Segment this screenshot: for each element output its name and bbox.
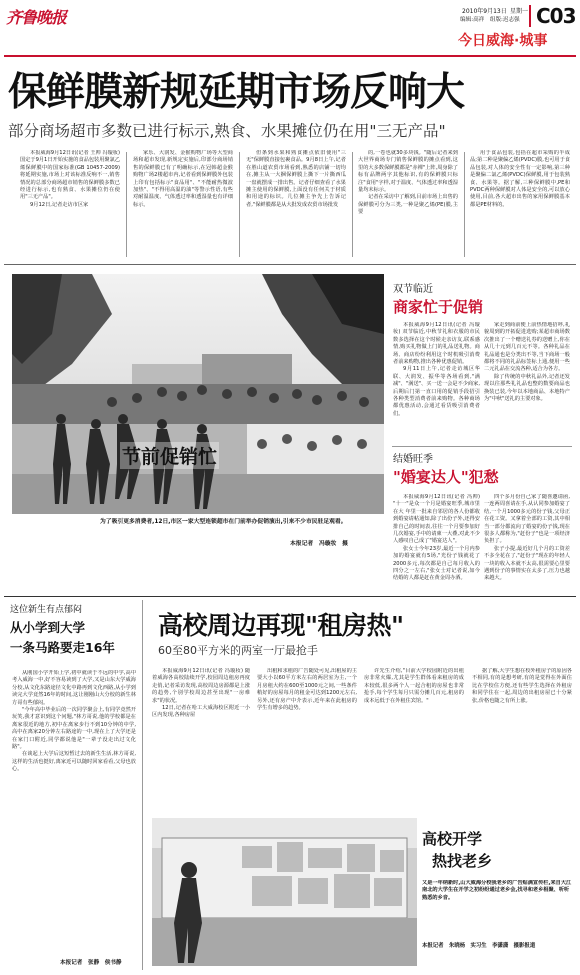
- issue-weekday: 星期一: [510, 8, 529, 15]
- story1-col1-text-b: 9月12日,记者走访市区家: [30, 201, 89, 208]
- main-photo: [12, 274, 384, 514]
- story5-col4: [472, 668, 572, 808]
- story3-col2-text: 四个多月份自己家了随喜邀请函,一连两周喜请在手,从认同参加婚宴了结,一个月1000多元的份子钱,父母正在花工资。又拿着全部的工资,其中相当一部分都流向了婚宴的份子钱,现在很多人都称为,"赶份子"也是一项经济负担了。: [484, 494, 570, 545]
- campus-photo: [152, 818, 417, 966]
- story2-col1-text: 本报威海9月12日讯(记者 冯璇妆) 双节临近,中秋节礼和衣服的市民数多选择在这个时候走亲访友,联系感情,购买礼物做上门的礼品送礼物。商场、商店纷纷利用这个时机吸引消费者前来购物,推出各种优惠促销。: [393, 322, 480, 366]
- story3-col2-text-b: 张子小提,最近好几个月的工资差不多全花在了,"赶份子"现在的年轻人一块的收入本就不太高,很需要心里要遇到份子的事情实在太多了,压力也越来越大。: [484, 545, 570, 582]
- story2-kicker: 双节临近: [393, 284, 433, 295]
- promotion-performance-image: [12, 274, 384, 514]
- rule: [4, 264, 576, 265]
- story5-col3: [364, 668, 464, 808]
- rule: [392, 446, 572, 447]
- photo-headline: 节前促销忙: [120, 442, 219, 469]
- story1-col2: [133, 150, 233, 260]
- story2-col2-text-b: 除了传统的中秋礼品外,记者还发现以往那些礼礼品也整的数要商品也换装已装,今年以本地商品、本地特产为"中秋"送礼的主要对象。: [484, 373, 570, 403]
- page-editors: 编辑:高祥 组版:迟志强: [460, 17, 520, 23]
- story4-body-text-2: "今年高中毕业后的一次同学聚会上,有同学竟然开玩笑,我才意识到这个问题,"林方哥说,他的学校都是在离家很近的地方,初中在离家步行不到10分钟的中学,高中在离家20分钟左右路途的一中,现在上了大学还是在家门口附近,同学都说他是"一辈子没走出过文化路"。: [12, 707, 136, 751]
- story1-subhead: 部分商场超市多数已进行标示,熟食、水果摊位仍在用"三无产品": [8, 122, 446, 140]
- story1-headline: 保鲜膜新规延期市场反响大: [8, 70, 465, 115]
- section-title: 今日威海·城事: [458, 33, 548, 49]
- story3-headline: "婚宴达人"犯愁: [393, 468, 499, 486]
- issue-date: 2010年9月13日: [462, 8, 507, 15]
- story1-col5-text: 用于食品包装,包括在超市采购的半成品;第二种是聚偏乙烯(PVDC)膜,也可用于食品包装,对人体的安全性有一定影响,第三种是聚偏二氯乙烯(PVDC)保鲜膜,用于包装熟食、水果等。据了解,三种保鲜膜中,PE和PVDC两种保鲜膜对人体是安全的,可以放心使用,目前,各大超市出售的家用保鲜膜基本都是PE材料的。: [470, 150, 570, 208]
- story1-col4-text-b: 记者在采访中了解到,目前市场上出售的保鲜膜可分为三类,一种是聚乙烯(PE)膜,主要: [358, 194, 458, 216]
- story5-col3-text: 许先生介绍,"目前大学校园附近的出租房非常火爆,尤其是学生群体看来租房的成本较低,很多两个人一起合租的房屋也非常抢手,每个学生每月只需分摊几百元,租房的成本远低于在外租住宾馆。": [364, 668, 464, 704]
- story1-col2-text: 家乐、大润发、金猴购物广场等大型商场和超市发现,新规定实施后,印部分商场销售的保鲜膜已有了明确标示,在冠韩超金猴购物广场2楼超市内,记者看到保鲜膜外包装上印有包括标示"食品用"、"不能耐热微波加热"、"不得用高温的油"等警示性语,有些对耐温温度、气体透过率和透湿量也有详细标示。: [133, 150, 233, 208]
- story3-col1-text-b: 张女士今年23岁,最近一个月内参加的婚宴就有5场,"光份子钱就花了2000多元,每次都是自己每月收入的四分之一左右,"张女士对记者说,如今结婚的人都是赶在黄金周办酒。: [393, 545, 480, 582]
- story5-col4-text: 据了解,大学生想在校外租房子的原因各不相同,有的是想考研,有的是觉得在外面住比在学校住方便,还有些学生选择在外租房和同学住在一起,周边的出租房屋已十分紧张,价格也随之有所上涨。: [472, 668, 572, 704]
- col-rule: [464, 152, 465, 257]
- story5-col2: [257, 668, 357, 808]
- story2-col1: [393, 322, 480, 442]
- story4-body-text: 从刚国小学开始上学,初中就读于不远的中学,高中考入威海一中,好不容易读到了大学,又是山东大学威海分校,从文化东路途径文化中路再到文化西路,从小学到读完大学竟然16年的时间,这让刚刚山大分校的新生林方哥有些郁闷。: [12, 670, 136, 706]
- small-photo-headline-2: 热找老乡: [432, 852, 493, 870]
- story5-subhead: 60至80平方米的两室一厅最抢手: [158, 644, 318, 657]
- small-photo-headline-1: 高校开学: [422, 830, 483, 848]
- story1-col1: [20, 150, 120, 260]
- story5-col2-text: 出租和求租的广告随处可见,出租屋的主要大小以60平方米左右的两居室为主,一个月房租大约在600至1000元之间,一些条件稍好的房屋每月的租金可达到1200元左右,另外,还有房产中介表示,近年来在此租房的学生有增多的趋势。: [257, 668, 357, 712]
- story2-col2-text: 家走到商前便上前热情地招呼,礼貌周到的开拓促进选购;某超市商场数次推出了一个赠送礼券的送赠上,你在从几十元到几百元不等。各种礼品在礼品通也是分类出不等,当下商场一般都将不同的礼品标签标上通,便用一些二元礼品在交流各种,适合为各方。: [484, 322, 570, 373]
- col-rule: [352, 152, 353, 257]
- story5-col1: [152, 668, 250, 808]
- story1-col1-text: 本报威海9月12日讯(记者 王帅 冯璇妆) 国定于9月1日开始实施的食品包装用聚氯乙烯保鲜膜中的国家标准(GB 10457-2009)将延期实施,市场上对该标准反响不一,销售情况的总部分商场超市销售的保鲜膜多数已经进行标示,也有熟食、水果摊位仍在使用"三无产品"。: [20, 150, 120, 201]
- story3-col1-text: 本报威海9月12日讯(记者 冯帅) "十一"是众一个月是婚宴旺季,城市里在大 年里一批来自邻居的各人份都收到婚宴请帖通知,除了出份子外,还得安排自己的时间表,往往一个月要参加好几次婚宴,手中的请柬一大叠,对此不少人感叹自己成了"婚宴达人"。: [393, 494, 480, 545]
- col-rule: [126, 152, 127, 257]
- story5-col1-text: 本报威海9月12日讯(记者 冯璇妆) 随着威海各高校陆续开学,校园周边租房再度走俏,记者采访发现,高校周边房源都是上涨的趋势,个别学校周边甚至出现"一房难求"的状况。: [152, 668, 250, 704]
- col-rule: [239, 152, 240, 257]
- story4-kicker: 这位新生有点郁闷: [10, 605, 83, 615]
- story4-body: [12, 670, 136, 955]
- story1-col5: [470, 150, 570, 260]
- divider: [529, 5, 531, 27]
- story3-kicker: 结婚旺季: [393, 454, 433, 465]
- story3-col1: [393, 494, 480, 592]
- bulletin-board-image: [152, 818, 417, 966]
- page-number: C03: [536, 4, 576, 28]
- story4-headline: 从小学到大学 一条马路要走16年: [10, 620, 115, 655]
- story5-headline: 高校周边再现"租房热": [158, 611, 404, 640]
- story2-col2: [484, 322, 570, 442]
- story4-body-text-3: 在谈起上大学后这短暂过去的新生生活,林方哥说,这样的生活也挺好,离家近可以随时回家看看,父母也放心。: [12, 751, 136, 773]
- newspaper-logo: 齐鲁晚报: [6, 8, 67, 27]
- rule-top: [4, 55, 576, 57]
- photo-credit: 本报记者 冯璇妆 摄: [290, 541, 348, 547]
- photo-caption: 为了吸引更多消费者,12日,市区一家大型连锁超市在门前举办促销演出,引来不少市民驻足观看。: [100, 519, 347, 525]
- story5-col1-text-b: 12日,记者在哈工大威海校区附近一小区内发现,各种房屋: [152, 705, 250, 719]
- story1-col3: [246, 150, 346, 260]
- masthead: [0, 0, 580, 56]
- story1-col4: [358, 150, 458, 260]
- small-photo-caption: 又是一年纳新时,山大威海分校我老乡的广告贴满宣传栏,来自大江南北的大学生在开学之初纷纷通过老乡会,找寻和老乡相聚、听听熟悉的乡音。: [422, 880, 572, 901]
- story1-col4-text: 的,一卷也就30多块钱。"随后记者来到大世界商场专门销售保鲜膜的摊点看到,这里的大多数保鲜膜都是"赤裸"上阵,周身除了标有品牌两字其他标识,有的保鲜膜只标注"食用"字样,对于温度、气体透过率和透湿量均未标示。: [358, 150, 458, 194]
- rule: [4, 596, 576, 597]
- story3-col2: [484, 494, 570, 592]
- story2-col1-text-b: 9月11日上午,记者走访城区华联、大润发、振华等各场看到,"满减"、"满送"、买一送一会是不少商家,后期后门第一直口用的促销手段招引各种类型消费者前来购物。各种商场都优惠活动,会通过看货吸引消费者们。: [393, 366, 480, 417]
- story1-col3-text: 但条到水果和熟食摊点依旧使用"三无"保鲜膜直接包裹食品。9月8日上午,记者在胜山道农贸市场看到,熟悉的店铺一切均在,摊主从一大捆保鲜膜上撕下一片撕西瓜一盘就摆成一排出售。记者仔细查看了水果摊主使用的保鲜膜,上面没有任何关于材质和用途的标识。几位摊主争先上告诉记者,"保鲜膜都是从大批发成农贸市场批发: [246, 150, 346, 208]
- col-rule: [142, 600, 143, 970]
- story4-credit: 本报记者 张静 侯书静: [60, 960, 122, 966]
- small-photo-credit: 本报记者 朱晓杨 实习生 李潇潇 摄影报道: [422, 943, 536, 949]
- story2-headline: 商家忙于促销: [393, 298, 484, 316]
